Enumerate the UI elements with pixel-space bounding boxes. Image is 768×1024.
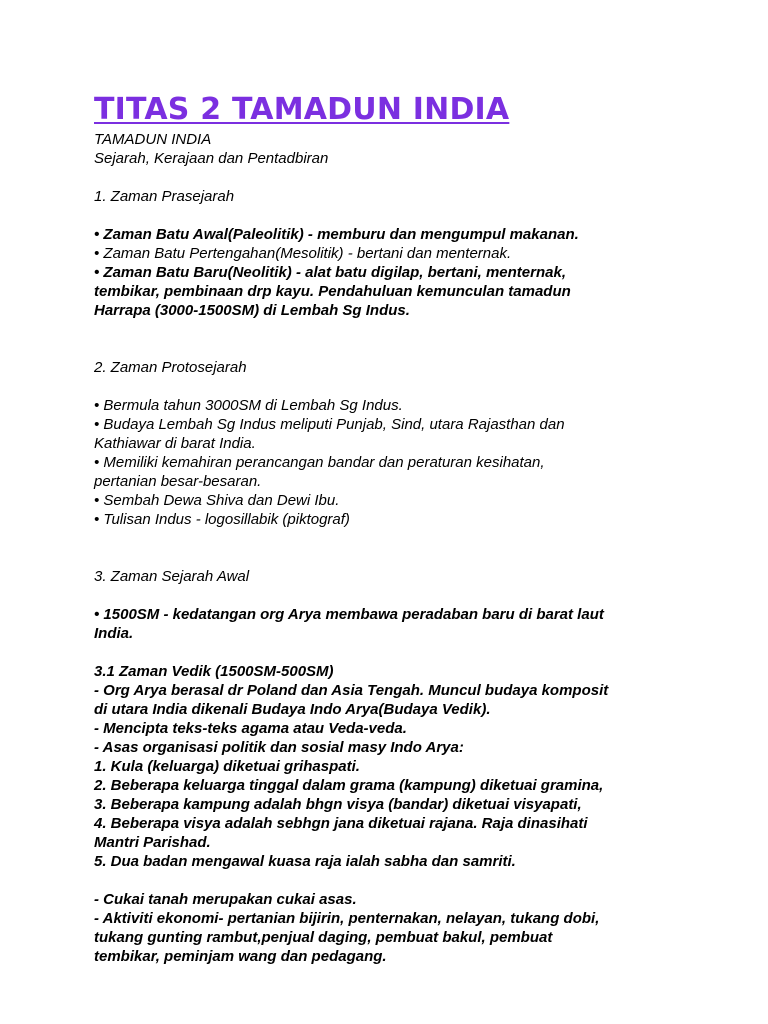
bullet-line: • Sembah Dewa Shiva dan Dewi Ibu. [94, 492, 340, 509]
list-item: 4. Beberapa visya adalah sebhgn jana diketuai rajana. Raja dinasihati [94, 815, 588, 832]
text-line: India. [94, 625, 134, 642]
text-line: - Mencipta teks-teks agama atau Veda-veda. [94, 720, 407, 737]
spacer [94, 206, 754, 225]
text-line: Kathiawar di barat India. [94, 435, 256, 452]
document-title: TITAS 2 TAMADUN INDIA [94, 92, 510, 127]
text-line: - Org Arya berasal dr Poland dan Asia Tengah. Muncul budaya komposit [94, 682, 609, 699]
spacer [94, 168, 754, 187]
section-heading: 1. Zaman Prasejarah [94, 188, 235, 205]
section-heading: 2. Zaman Protosejarah [94, 359, 247, 376]
bullet-line: • Tulisan Indus - logosillabik (piktograf) [94, 511, 350, 528]
text-line: Harrapa (3000-1500SM) di Lembah Sg Indus. [94, 302, 410, 319]
list-item: 3. Beberapa kampung adalah bhgn visya (bandar) diketuai visyapati, [94, 796, 582, 813]
bullet-line: • Memiliki kemahiran perancangan bandar dan peraturan kesihatan, [94, 454, 545, 471]
document-body [94, 130, 754, 966]
list-item: 1. Kula (keluarga) diketuai grihaspati. [94, 758, 360, 775]
list-item: 5. Dua badan mengawal kuasa raja ialah sabha dan samriti. [94, 853, 516, 870]
spacer [94, 871, 754, 890]
text-line: tembikar, pembinaan drp kayu. Pendahuluan kemunculan tamadun [94, 283, 571, 300]
spacer [94, 320, 754, 358]
subheading: Sejarah, Kerajaan dan Pentadbiran [94, 150, 329, 167]
text-line: di utara India dikenali Budaya Indo Arya(Budaya Vedik). [94, 701, 491, 718]
subsection-heading: 3.1 Zaman Vedik (1500SM-500SM) [94, 663, 334, 680]
text-line: - Cukai tanah merupakan cukai asas. [94, 891, 357, 908]
text-line: tembikar, peminjam wang dan pedagang. [94, 948, 387, 965]
bullet-line: • Zaman Batu Pertengahan(Mesolitik) - bertani dan menternak. [94, 245, 512, 262]
text-line: Mantri Parishad. [94, 834, 211, 851]
spacer [94, 586, 754, 605]
subtitle: TAMADUN INDIA [94, 131, 212, 148]
spacer [94, 529, 754, 567]
bullet-line: • Budaya Lembah Sg Indus meliputi Punjab, Sind, utara Rajasthan dan [94, 416, 565, 433]
bullet-line: • Zaman Batu Awal(Paleolitik) - memburu dan mengumpul makanan. [94, 226, 579, 243]
text-line: pertanian besar-besaran. [94, 473, 262, 490]
bullet-line: • Zaman Batu Baru(Neolitik) - alat batu digilap, bertani, menternak, [94, 264, 566, 281]
section-heading: 3. Zaman Sejarah Awal [94, 568, 250, 585]
text-line: - Aktiviti ekonomi- pertanian bijirin, penternakan, nelayan, tukang dobi, [94, 910, 600, 927]
text-line: tukang gunting rambut,penjual daging, pembuat bakul, pembuat [94, 929, 553, 946]
bullet-line: • Bermula tahun 3000SM di Lembah Sg Indus. [94, 397, 403, 414]
spacer [94, 643, 754, 662]
text-line: - Asas organisasi politik dan sosial masy Indo Arya: [94, 739, 464, 756]
list-item: 2. Beberapa keluarga tinggal dalam grama (kampung) diketuai gramina, [94, 777, 604, 794]
spacer [94, 377, 754, 396]
bullet-line: • 1500SM - kedatangan org Arya membawa peradaban baru di barat laut [94, 606, 604, 623]
